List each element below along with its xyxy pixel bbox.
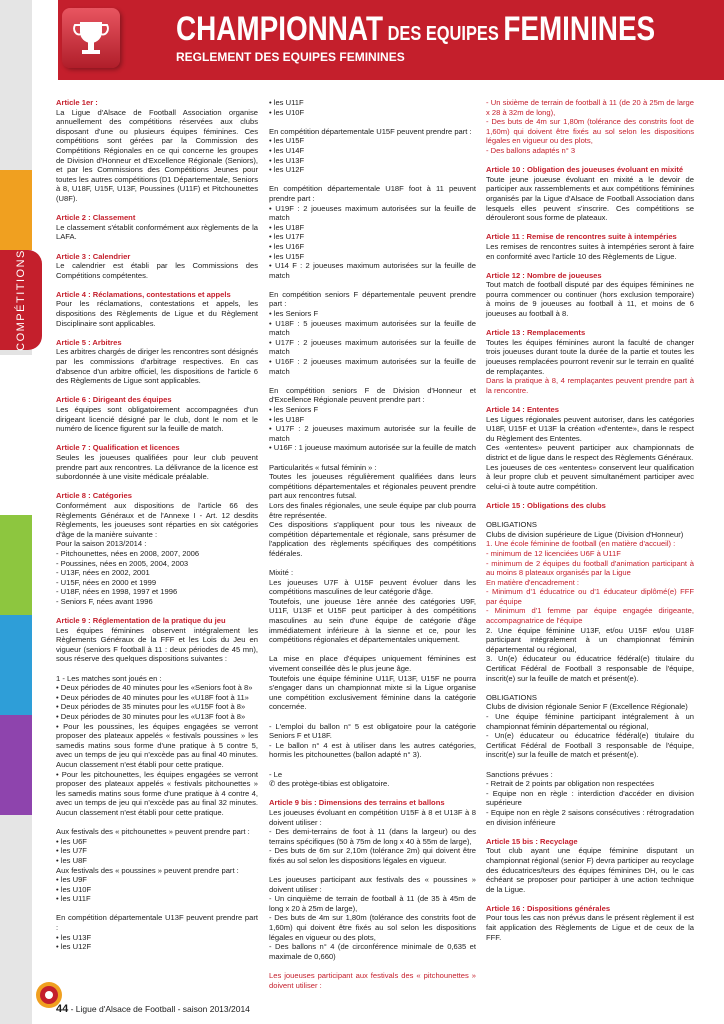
paragraph: • les U18F xyxy=(269,414,305,424)
paragraph-gap xyxy=(269,961,476,971)
paragraph: La mise en place d'équipes uniquement féminines est vivement conseillée dès le plus jeune âge. xyxy=(269,654,479,674)
paragraph: Toutefois une équipe féminine U11F, U13F, U15F ne pourra s'engager dans un championnat mixte si la Ligue organise une compétition exclusivement féminine dans la catégorie concernée. xyxy=(269,673,479,712)
text-column-1 xyxy=(56,98,261,952)
page-title: CHAMPIONNAT DES EQUIPES FEMININES xyxy=(176,10,656,48)
paragraph: Aux festivals des « poussines » peuvent prendre part : xyxy=(56,865,239,875)
paragraph-gap xyxy=(486,683,694,693)
footer-text: - Ligue d'Alsace de Football - saison 2013/2014 xyxy=(68,1004,250,1014)
paragraph: Ces «ententes» peuvent participer aux championnats de district et de ligue dans le respect des Règlements Généraux. xyxy=(486,443,697,462)
paragraph: Tout club ayant une équipe féminine disputant un championnat régional (senior F) devra participer au recyclage des éducatrices/teurs des équipes féminines DH, ou le cas échéant se proposer pour participer à une action technique de la Ligue. xyxy=(486,846,697,894)
paragraph: Toute jeune joueuse évoluant en mixité a le devoir de participer aux rassemblements et aux compétitions féminines organisés par la Ligue d'Alsace de Football Association dans lesquels elles peuvent s'inscrire. Ces compétitions se dérouleront sous forme de plateaux. xyxy=(486,174,697,223)
paragraph-gap xyxy=(486,319,694,329)
paragraph-gap xyxy=(269,453,476,463)
paragraph: En compétition seniors F de Division d'Honneur et d'Excellence Régionale peuvent prendre part : xyxy=(269,385,479,405)
paragraph-gap xyxy=(56,242,258,252)
article-heading: Article 4 : Réclamations, contestations et appels xyxy=(56,289,231,299)
paragraph: Toutes les joueuses régulièrement qualifiées dans leurs compétitions départementales et régionales peuvent prendre part aux rencontres futsal. xyxy=(269,472,479,501)
paragraph: • les U18F xyxy=(269,222,305,232)
paragraph: Les arbitres chargés de diriger les rencontres sont désignés par les commissions d'arbitrage respectives. En cas d'absence d'un arbitre officiel, les dispositions de l'article 6 des Règlements de Ligue sont applicables. xyxy=(56,347,261,386)
paragraph: • les U13F xyxy=(269,155,305,165)
paragraph-gap xyxy=(486,261,694,271)
page-number: 44 xyxy=(56,1003,69,1015)
paragraph: • U16F : 1 joueuse maximum autorisée sur la feuille de match xyxy=(269,443,476,453)
section-tab-competitions: COMPÉTITIONS xyxy=(0,250,42,350)
paragraph: • les U14F xyxy=(269,145,305,155)
paragraph: Pour la saison 2013/2014 : xyxy=(56,539,147,549)
paragraph-gap xyxy=(269,376,476,386)
paragraph: • les U12F xyxy=(56,942,92,952)
paragraph-gap xyxy=(486,894,694,904)
paragraph-gap xyxy=(269,559,476,569)
paragraph: • les U11F xyxy=(56,894,91,904)
paragraph: - Des buts de 4m sur 1,80m (tolérance des constrits foot de 1,60m) qui doivent être fixés au sol selon les dispositions légales en vigueur ou des plots, xyxy=(269,913,479,942)
paragraph-gap xyxy=(486,395,694,405)
paragraph: Dans la pratique à 8, 4 remplaçantes peuvent prendre part à la rencontre. xyxy=(486,376,697,395)
paragraph: Clubs de division régionale Senior F (Excellence Régionale) xyxy=(486,702,688,712)
paragraph: - U13F, nées en 2002, 2001 xyxy=(56,568,150,578)
paragraph: • U14 F : 2 joueuses maximum autorisées sur la feuille de match xyxy=(269,261,479,280)
paragraph: Toutes les équipes féminines auront la faculté de changer trois joueuses durant toute la durée de la partie et toutes les joueuses remplacées pourront revenir sur le terrain en qualité de remplaçantes. xyxy=(486,337,697,376)
paragraph: • les U17F xyxy=(269,232,305,242)
paragraph-gap xyxy=(56,818,258,828)
paragraph-gap xyxy=(56,328,258,338)
paragraph: • U17F : 2 joueuses maximum autorisée sur la feuille de match xyxy=(269,424,479,443)
paragraph-gap xyxy=(269,789,476,799)
paragraph: Le classement s'établit conformément aux règlements de la LAFA. xyxy=(56,222,261,242)
paragraph-gap xyxy=(269,117,476,127)
paragraph: - Minimum d'1 femme par équipe engagée dirigeante, accompagnatrice de l'équipe xyxy=(486,606,697,626)
article-heading: Article 15 : Obligations des clubs xyxy=(486,500,606,510)
paragraph: • les U15F xyxy=(269,251,305,261)
paragraph: - Des ballons n° 4 (de circonférence minimale de 0,635 et maximale de 0,660) xyxy=(269,942,479,961)
paragraph: - Un(e) éducateur ou éducatrice fédéral(e) titulaire du Certificat Fédéral de Football 3 responsable de l'équipe, inscrit(e) sur la feuille de match et présent(e). xyxy=(486,731,697,760)
paragraph: 1 - Les matches sont joués en : xyxy=(56,673,162,683)
paragraph: - Des buts de 6m sur 2,10m (tolérance 2m) qui doivent être fixés au sol selon les dispositions légales en vigueur. xyxy=(269,846,479,865)
paragraph-gap xyxy=(486,827,694,837)
paragraph: - U15F, nées en 2000 et 1999 xyxy=(56,577,157,587)
article-heading: Article 9 : Réglementation de la pratique du jeu xyxy=(56,616,226,626)
paragraph: - Des buts de 4m sur 1,80m (tolérance des constrits foot de 1,60m) qui doivent être fixés au sol selon les dispositions légales en vigueur ou des plots, xyxy=(486,117,697,146)
paragraph: • Pour les poussines, les équipes engagées se verront proposer des plateaux appelés « festivals poussines » les samedis matins sous forme d'une pratique à 5 contre 5, avec un temps de jeu qui n'excède pas au final 40 minutes. Aucun classement n'est établi pour cette pratique. xyxy=(56,721,261,769)
paragraph: Les joueuses de ces «ententes» conservent leur qualification à leur propre club et peuvent simultanément participer avec celui-ci à toute autre compétition. xyxy=(486,462,697,491)
article-heading: Article 16 : Dispositions générales xyxy=(486,903,611,913)
paragraph-gap xyxy=(269,645,476,655)
paragraph: - Equipe non en règle 2 saisons consécutives : rétrogradation en division inférieure xyxy=(486,807,697,827)
article-heading: Article 9 bis : Dimensions des terrains et ballons xyxy=(269,798,445,808)
paragraph: Les joueuses participant aux festivals des « pitchounettes » doivent utiliser : xyxy=(269,971,479,990)
article-heading: Article 11 : Remise de rencontres suite à intempéries xyxy=(486,232,677,242)
paragraph: - L'emploi du ballon n° 5 est obligatoire pour la catégorie Seniors F et U18F. xyxy=(269,721,479,741)
paragraph: • les U16F xyxy=(269,241,305,251)
paragraph-gap xyxy=(56,482,258,492)
paragraph: • Deux périodes de 40 minutes pour les «Seniors foot à 8» xyxy=(56,683,253,693)
paragraph: Les joueuses participant aux festivals des « poussines » doivent utiliser : xyxy=(269,875,479,894)
paragraph: Le calendrier est établi par les Commissions des Compétitions compétentes. xyxy=(56,261,261,280)
paragraph: 1. Une école féminine de football (en matière d'accueil) : xyxy=(486,539,676,549)
article-heading: Article 5 : Arbitres xyxy=(56,337,122,347)
trophy-icon xyxy=(62,8,120,68)
paragraph: • les U12F xyxy=(269,165,305,175)
paragraph: Mixité : xyxy=(269,568,294,578)
paragraph-gap xyxy=(56,606,258,616)
paragraph: - Retrait de 2 points par obligation non respectées xyxy=(486,779,655,789)
paragraph: Conformément aux dispositions de l'article 66 des Règlements Généraux et de l'Annexe I - Art. 12 desdits Règlements, les joueuses sont réparties en six catégories d'âge de la manière suivante : xyxy=(56,500,261,539)
paragraph: • U19F : 2 joueuses maximum autorisées sur la feuille de match xyxy=(269,203,479,223)
text-column-3 xyxy=(486,98,697,942)
paragraph: Tout match de football disputé par des équipes féminines ne pourra commencer ou continuer (hors exclusion temporaire) à moins de 9 joueuses au football à 11, et moins de 6 joueuses au football à 8. xyxy=(486,280,697,319)
paragraph: 2. Une équipe féminine U13F, et/ou U15F et/ou U18F participant intégralement à un championnat féminin départemental ou régional, xyxy=(486,625,697,654)
article-heading: Article 8 : Catégories xyxy=(56,491,132,501)
paragraph: • les U7F xyxy=(56,846,87,856)
paragraph: - Un sixième de terrain de football à 11 (de 20 à 25m de large x 28 à 32m de long), xyxy=(486,98,697,117)
article-heading: Article 10 : Obligation des joueuses évoluant en mixité xyxy=(486,165,684,175)
paragraph: - Poussines, nées en 2005, 2004, 2003 xyxy=(56,558,189,568)
paragraph: En matière d'encadrement : xyxy=(486,577,580,587)
paragraph: - Des ballons adaptés n° 3 xyxy=(486,145,576,155)
paragraph: • les U10F xyxy=(56,884,92,894)
paragraph: Toutefois, une joueuse 1ère année des catégories U9F, U11F, U13F et U15F peut participer à des compétitions masculines au sein d'une équipe de catégorie d'âge immédiatement inférieure à la sienne et ce, pour les compétitions régionales et départementales uniquement. xyxy=(269,596,479,645)
paragraph: • Deux périodes de 35 minutes pour les «U15F foot à 8» xyxy=(56,702,246,712)
paragraph: - Minimum d'1 éducatrice ou d'1 éducateur diplômé(e) FFF par équipe xyxy=(486,587,697,606)
page-subtitle: REGLEMENT DES EQUIPES FEMININES xyxy=(176,50,405,64)
paragraph-gap xyxy=(56,904,258,914)
paragraph: • U16F : 2 joueuses maximum autorisées sur la feuille de match xyxy=(269,357,479,376)
paragraph-gap xyxy=(269,712,476,722)
paragraph: • Deux périodes de 40 minutes pour les «U18F foot à 11» xyxy=(56,692,249,702)
paragraph: • les Seniors F xyxy=(269,405,319,414)
paragraph: • les U10F xyxy=(269,107,305,117)
paragraph: • Pour les pitchounettes, les équipes engagées se verront proposer des plateaux appelés « festivals pitchounettes » les samedis matins sous forme d'une pratique à 4 contre 4, avec un temps de jeu qui n'excède pas au final 32 minutes. Aucun classement n'est établi pour cette pratique. xyxy=(56,769,261,817)
text-column-2 xyxy=(269,98,479,990)
paragraph-gap xyxy=(56,434,258,444)
paragraph: La Ligue d'Alsace de Football Association organise annuellement des compétitions réservées aux clubs disposant d'une ou plusieurs équipes féminines. Ces compétitions sont gérées par la Commission des Compétitions Régionales en ce qui concerne les groupes de Division d'Honneur et d'Excellence Régionale (Seniors), et par les Commissions des Compétitions Jeunes pour toutes les autres compétitions (D1 Départementale, Seniors à 8, U18F, U15F, U13F, Poussines (U11F) et Pitchounettes (U8F). xyxy=(56,107,261,203)
paragraph: • les U9F xyxy=(56,875,87,885)
paragraph: • les U11F xyxy=(269,98,304,107)
paragraph: ✆ des protège-tibias est obligatoire. xyxy=(269,779,390,789)
paragraph: - Des demi-terrains de foot à 11 (dans la largeur) ou des terrains spécifiques (50 à 75m de long x 40 à 55m de large), xyxy=(269,827,479,846)
paragraph: • U17F : 2 joueuses maximum autorisées sur la feuille de match xyxy=(269,337,479,357)
article-heading: Article 14 : Ententes xyxy=(486,405,560,414)
article-heading: Article 12 : Nombre de joueuses xyxy=(486,270,602,280)
paragraph: Aux festivals des « pitchounettes » peuvent prendre part : xyxy=(56,827,250,837)
paragraph: • les U13F xyxy=(56,932,92,942)
paragraph: • Deux périodes de 30 minutes pour les «U13F foot à 8» xyxy=(56,712,246,721)
paragraph: Seules les joueuses qualifiées pour leur club peuvent prendre part aux rencontres. La délivrance de la licence est subordonnée à une visite médicale préalable. xyxy=(56,452,261,482)
paragraph: En compétition départementale U18F foot à 11 peuvent prendre part : xyxy=(269,184,479,203)
paragraph: En compétition seniors F départementale peuvent prendre part : xyxy=(269,289,479,309)
paragraph-gap xyxy=(269,175,476,185)
article-heading: Article 13 : Remplacements xyxy=(486,328,586,338)
paragraph: Les équipes sont obligatoirement accompagnées d'un dirigeant licencié désigné par le club, dont le nom et le numéro de licence figurent sur la feuille de match. xyxy=(56,405,261,434)
paragraph: Les Ligues régionales peuvent autoriser, dans les catégories U18F, U15F et U13F la création «d'entente», dans le respect du Règlement des Ententes. xyxy=(486,414,697,443)
paragraph: • U18F : 5 joueuses maximum autorisées sur la feuille de match xyxy=(269,318,479,338)
paragraph: - Une équipe féminine participant intégralement à un championnat féminin départemental ou régional, xyxy=(486,712,697,731)
paragraph-gap xyxy=(269,760,476,770)
article-heading: Article 3 : Calendrier xyxy=(56,251,131,261)
side-color-strip xyxy=(0,0,32,1024)
paragraph: OBLIGATIONS xyxy=(486,520,537,530)
paragraph: - Le ballon n° 4 est à utiliser dans les autres catégories, hormis les pitchounettes (ballon adapté n° 3). xyxy=(269,740,479,760)
paragraph: Particularités « futsal féminin » : xyxy=(269,462,377,472)
paragraph-gap xyxy=(56,280,258,290)
paragraph: En compétition départementale U15F peuvent prendre part : xyxy=(269,126,472,136)
paragraph: Sanctions prévues : xyxy=(486,769,553,779)
paragraph: - minimum de 12 licenciées U6F à U11F xyxy=(486,548,621,558)
paragraph: - Le xyxy=(269,769,283,779)
paragraph: • les Seniors F xyxy=(269,309,319,319)
paragraph: Clubs de division supérieure de Ligue (Division d'Honneur) xyxy=(486,529,684,539)
paragraph: Ces dispositions s'appliquent pour tous les niveaux de compétition départementale et régionale, sans présumer de l'application des règlements spécifiques des compétitions fédérales. xyxy=(269,520,479,558)
paragraph-gap xyxy=(269,866,476,876)
article-heading: Article 7 : Qualification et licences xyxy=(56,443,180,453)
article-heading: Article 6 : Dirigeant des équipes xyxy=(56,395,172,405)
paragraph-gap xyxy=(269,280,476,290)
paragraph: - Un cinquième de terrain de football à 11 (de 35 à 45m de long x 20 à 25m de large), xyxy=(269,894,479,913)
paragraph: OBLIGATIONS xyxy=(486,692,537,702)
paragraph: • les U6F xyxy=(56,836,87,846)
article-heading: Article 1er : xyxy=(56,98,98,107)
paragraph-gap xyxy=(56,386,258,396)
paragraph: Les remises de rencontres suites à intempéries seront à faire en conformité avec l'article 10 des Règlements de Ligue. xyxy=(486,241,697,261)
paragraph: • les U8F xyxy=(56,855,87,865)
paragraph: - U18F, nées en 1998, 1997 et 1996 xyxy=(56,587,178,597)
paragraph-gap xyxy=(486,491,694,501)
paragraph-gap xyxy=(56,664,258,674)
paragraph: Les équipes féminines observent intégralement les Règlements Généraux de la FFF et les Lois du Jeu en vigueur (seniors F football à 11 : deux périodes de 45 mn), sous réserve des quelques dispositions suivantes : xyxy=(56,625,261,664)
paragraph-gap xyxy=(486,511,694,521)
paragraph: - Seniors F, nées avant 1996 xyxy=(56,596,153,606)
paragraph: En compétition départementale U13F peuvent prendre part : xyxy=(56,913,261,933)
paragraph: 3. Un(e) éducateur ou éducatrice fédéral(e) titulaire du Certificat Fédéral de Football 3 responsable de l'équipe, inscrit(e) sur la feuille de match et présent(e). xyxy=(486,654,697,683)
paragraph: Pour tous les cas non prévus dans le présent règlement il est fait application des Règlements de Ligue et de ceux de la FFF. xyxy=(486,913,697,942)
paragraph-gap xyxy=(486,223,694,233)
paragraph: Pour les réclamations, contestations et appels, les dispositions des Règlements de Ligue et du Règlement Disciplinaire sont applicables. xyxy=(56,299,261,328)
paragraph: • les U15F xyxy=(269,136,305,146)
paragraph-gap xyxy=(486,760,694,770)
article-heading: Article 15 bis : Recyclage xyxy=(486,836,578,846)
paragraph: Lors des finales régionales, une seule équipe par club pourra être représentée. xyxy=(269,500,479,520)
paragraph-gap xyxy=(56,204,258,214)
paragraph: - minimum de 2 équipes du football d'animation participant à au moins 8 plateaux organisés par la Ligue xyxy=(486,558,697,578)
paragraph: - Equipe non en règle : interdiction d'accéder en division supérieure xyxy=(486,788,697,808)
page-footer xyxy=(56,1003,250,1015)
article-heading: Article 2 : Classement xyxy=(56,213,136,223)
paragraph: - Pitchounettes, nées en 2008, 2007, 2006 xyxy=(56,548,200,558)
paragraph: Les joueuses U7F à U15F peuvent évoluer dans les compétitions masculines de leur catégorie d'âge. xyxy=(269,577,479,597)
paragraph: Les joueuses évoluant en compétition U15F à 8 et U13F à 8 doivent utiliser : xyxy=(269,807,479,827)
paragraph-gap xyxy=(486,156,694,166)
